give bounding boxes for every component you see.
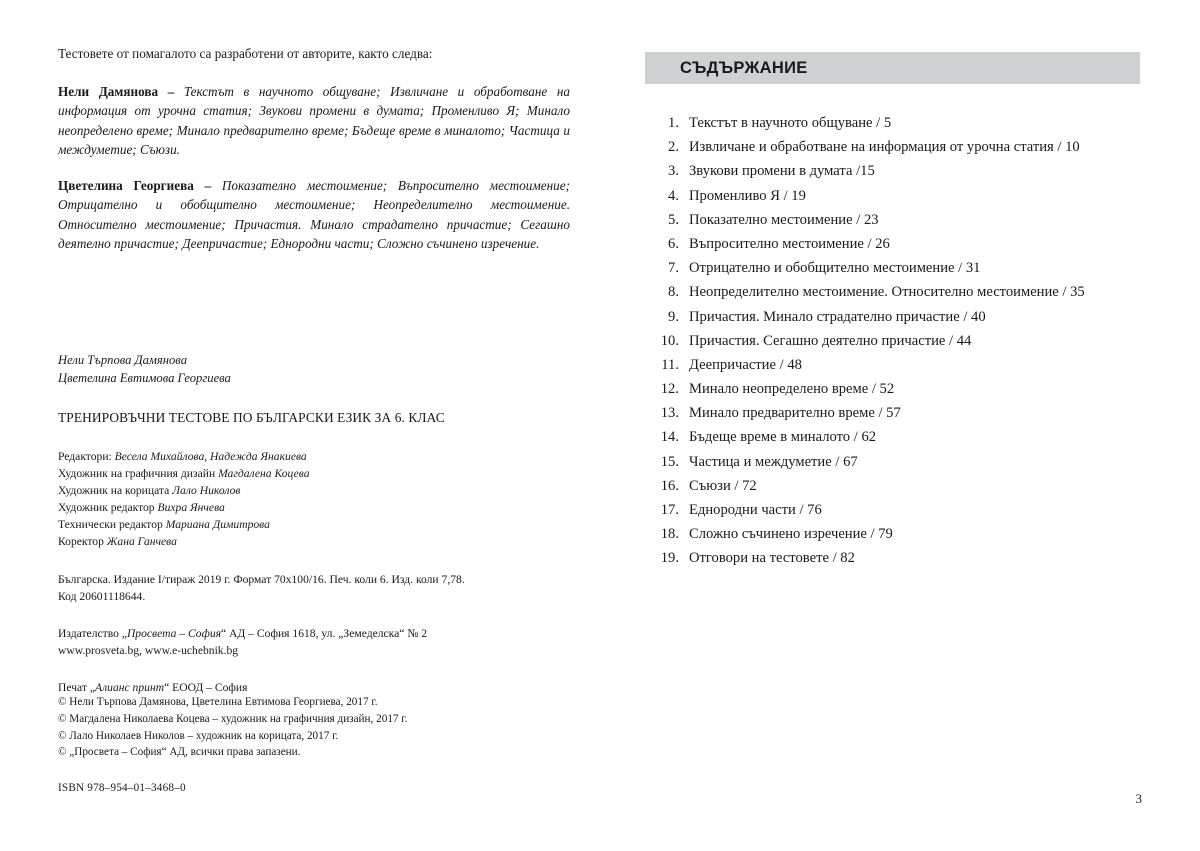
copyright-line: © Нели Търпова Дамянова, Цветелина Евтимова Георгиева, 2017 г. xyxy=(58,696,378,708)
toc-entry-text: Частица и междуметие / 67 xyxy=(689,453,858,470)
credit-row xyxy=(58,499,578,516)
author-works-list: Показателно местоимение; Въпросително местоимение; Отрицателно и обобщително местоимение; Неопределително местоимение. Относително местоимение; Причастия. Минало страдателно причастие; Сегашно деятелно причастие; Деепричастие; Еднородни части; Сложно съчинено изречение. xyxy=(58,178,570,251)
toc-entry[interactable] xyxy=(645,382,1140,397)
copyright-line: © „Просвета – София“ АД, всички права запазени. xyxy=(58,746,301,759)
toc-entry[interactable] xyxy=(645,551,1140,566)
toc-entry-number: 16. xyxy=(660,477,679,494)
author-contribution-damyanova xyxy=(58,82,570,159)
table-of-contents xyxy=(645,52,1140,576)
credit-role: Редактори: xyxy=(58,449,115,463)
book-title: ТРЕНИРОВЪЧНИ ТЕСТОВЕ ПО БЪЛГАРСКИ ЕЗИК ЗА 6. КЛАС xyxy=(58,409,445,425)
publisher-prefix: Издателство „ xyxy=(58,626,127,640)
toc-entry[interactable] xyxy=(645,164,1140,179)
author-name: Нели Дамянова xyxy=(58,84,159,100)
toc-entry-number: 3. xyxy=(668,163,679,180)
toc-entry[interactable] xyxy=(645,358,1140,373)
imprint-intro-line: Тестовете от помагалото са разработени от авторите, както следва: xyxy=(58,46,433,61)
credit-person: Жана Ганчева xyxy=(106,534,177,548)
toc-entry[interactable] xyxy=(645,334,1140,349)
credit-role: Художник редактор xyxy=(58,500,158,514)
toc-entry[interactable] xyxy=(645,189,1140,204)
copyright-line: © Лало Николаев Николов – художник на корицата, 2017 г. xyxy=(58,729,339,742)
toc-entry-number: 9. xyxy=(668,308,679,325)
toc-entry-number: 12. xyxy=(660,381,679,398)
publisher-block xyxy=(58,625,578,660)
toc-entry[interactable] xyxy=(645,455,1140,470)
publication-data xyxy=(58,571,578,606)
publisher-address-line xyxy=(58,625,578,642)
toc-entry[interactable] xyxy=(645,261,1140,276)
toc-entry-number: 8. xyxy=(668,284,679,301)
toc-entry-text: Показателно местоимение / 23 xyxy=(689,211,879,228)
toc-entry-number: 6. xyxy=(668,235,679,252)
toc-entry-text: Текстът в научното общуване / 5 xyxy=(689,115,892,131)
printer-suffix: “ ЕООД – София xyxy=(164,680,248,694)
toc-entry-number: 19. xyxy=(660,550,679,567)
toc-entry[interactable] xyxy=(645,140,1140,155)
author-contribution-georgieva xyxy=(58,176,570,253)
toc-entry-text: Деепричастие / 48 xyxy=(689,356,802,373)
toc-entry-text: Въпросително местоимение / 26 xyxy=(689,235,890,252)
isbn: ISBN 978–954–01–3468–0 xyxy=(58,782,186,795)
credit-role: Коректор xyxy=(58,534,107,548)
toc-entry-text: Звукови промени в думата /15 xyxy=(689,163,875,180)
toc-entry-text: Минало предварително време / 57 xyxy=(689,405,901,422)
page-number: 3 xyxy=(1135,791,1142,806)
toc-entry-text: Съюзи / 72 xyxy=(689,477,757,494)
publication-data-line: Българска. Издание I/тираж 2019 г. Формат 70x100/16. Печ. коли 6. Изд. коли 7,78. xyxy=(58,572,465,586)
toc-entry[interactable] xyxy=(645,285,1140,300)
toc-entry[interactable] xyxy=(645,310,1140,325)
credit-row xyxy=(58,533,578,550)
toc-entry-number: 15. xyxy=(660,453,679,470)
toc-entry[interactable] xyxy=(645,406,1140,421)
credit-row xyxy=(58,465,578,482)
publisher-name: Просвета – София xyxy=(126,626,222,640)
imprint-column xyxy=(58,44,570,270)
credit-person: Весела Михайлова, Надежда Янакиева xyxy=(114,449,307,463)
toc-entry-number: 17. xyxy=(660,502,679,518)
author-full-name: Нели Търпова Дамянова xyxy=(58,353,187,367)
toc-entry-number: 11. xyxy=(661,356,679,373)
toc-entry-text: Отрицателно и обобщително местоимение / 31 xyxy=(689,260,981,277)
credit-role: Художник на корицата xyxy=(58,483,173,497)
credit-person: Вихра Янчева xyxy=(157,500,225,514)
credit-role: Художник на графичния дизайн xyxy=(58,466,219,480)
toc-entry-text: Променливо Я / 19 xyxy=(689,187,806,204)
printer-name: Алианс принт xyxy=(95,680,165,694)
copyright-block xyxy=(58,694,578,797)
author-dash: – xyxy=(158,84,184,100)
toc-title: СЪДЪРЖАНИЕ xyxy=(680,58,808,77)
toc-entry-text: Неопределително местоимение. Относително местоимение / 35 xyxy=(689,284,1085,301)
toc-entry[interactable] xyxy=(645,527,1140,542)
toc-entry-text: Причастия. Сегашно деятелно причастие / 44 xyxy=(689,332,972,349)
toc-entry-text: Бъдеще време в миналото / 62 xyxy=(689,429,877,446)
printer-prefix: Печат „ xyxy=(58,680,96,694)
author-name: Цветелина Георгиева xyxy=(58,178,194,194)
toc-entry-number: 7. xyxy=(668,260,679,277)
author-full-names xyxy=(58,352,578,388)
toc-entry-text: Извличане и обработване на информация от урочна статия / 10 xyxy=(689,139,1080,156)
author-dash: – xyxy=(193,178,222,194)
toc-list xyxy=(645,116,1140,566)
toc-entry-text: Отговори на тестовете / 82 xyxy=(689,550,855,567)
toc-entry-number: 13. xyxy=(660,405,679,422)
toc-entry-number: 5. xyxy=(668,211,679,228)
publisher-suffix: “ АД – София 1618, ул. „Земеделска“ № 2 xyxy=(221,626,428,640)
credit-person: Лало Николов xyxy=(172,483,241,497)
colophon-block xyxy=(58,352,578,696)
credit-row xyxy=(58,516,578,533)
toc-entry[interactable] xyxy=(645,116,1140,131)
toc-entry-text: Еднородни части / 76 xyxy=(689,502,822,518)
author-full-name: Цветелина Евтимова Георгиева xyxy=(58,370,231,385)
credit-row xyxy=(58,448,578,465)
toc-entry-text: Минало неопределено време / 52 xyxy=(689,381,895,398)
toc-entry[interactable] xyxy=(645,503,1140,518)
credit-row xyxy=(58,482,578,499)
publisher-websites[interactable]: www.prosveta.bg, www.e-uchebnik.bg xyxy=(58,644,239,658)
toc-entry[interactable] xyxy=(645,479,1140,494)
toc-entry-number: 2. xyxy=(668,139,679,156)
author-works-list: Текстът в научното общуване; Извличане и обработване на информация от урочна статия; Звукови промени в думата; Променливо Я; Минало неопределено време; Минало предварително време; Бъдеще време в миналото; Частица и междуметие; Съюзи. xyxy=(58,84,571,157)
toc-entry-text: Сложно съчинено изречение / 79 xyxy=(689,526,893,543)
toc-entry-number: 18. xyxy=(660,526,679,543)
production-credits xyxy=(58,448,578,550)
toc-entry[interactable] xyxy=(645,430,1140,445)
toc-entry-text: Причастия. Минало страдателно причастие / 40 xyxy=(689,308,986,325)
toc-entry-number: 4. xyxy=(668,187,679,204)
credit-role: Технически редактор xyxy=(58,517,166,531)
toc-entry-number: 14. xyxy=(660,429,679,446)
toc-entry-number: 1. xyxy=(668,115,679,131)
toc-header-band xyxy=(645,52,1140,84)
copyright-line: © Магдалена Николаева Коцева – художник на графичния дизайн, 2017 г. xyxy=(58,712,408,725)
credit-person: Мариана Димитрова xyxy=(165,517,270,531)
toc-entry-number: 10. xyxy=(660,332,679,349)
toc-entry[interactable] xyxy=(645,213,1140,228)
publication-code-line: Код 20601118644. xyxy=(58,590,146,604)
toc-entry[interactable] xyxy=(645,237,1140,252)
credit-person: Магдалена Коцева xyxy=(218,466,310,480)
